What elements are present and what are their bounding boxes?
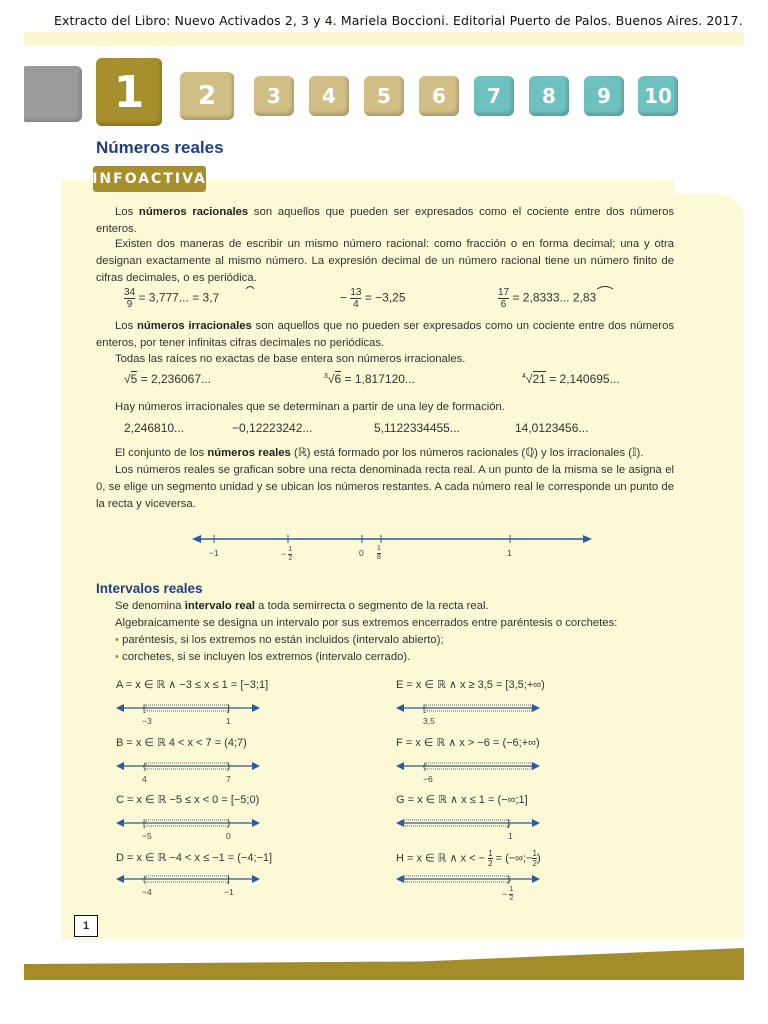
tab-chapter-3[interactable]: 3 xyxy=(254,76,294,116)
interval-C-label-right: 0 xyxy=(226,831,231,841)
interval-G-equation: G = x ∈ ℝ ∧ x ≤ 1 = (−∞;1] xyxy=(396,794,528,806)
tab-chapter-7[interactable]: 7 xyxy=(474,76,514,116)
previous-tab-edge[interactable] xyxy=(24,66,82,122)
top-strip xyxy=(24,32,744,46)
root-example-2: $^3$√6 = 1,817120... xyxy=(324,372,415,386)
interval-G-line xyxy=(396,817,540,831)
svg-text:): ) xyxy=(227,818,230,828)
realline-label-zero: 0 xyxy=(359,548,364,558)
realline-label-minus-half: − $\frac{1}{2}$ xyxy=(281,546,293,562)
root-example-1: √5 = 2,236067... xyxy=(124,372,212,386)
real-number-line xyxy=(192,532,592,552)
interval-A-label-right: 1 xyxy=(226,716,231,726)
interval-E-equation: E = x ∈ ℝ ∧ x ≥ 3,5 = [3,5;+∞) xyxy=(396,679,545,691)
svg-text:): ) xyxy=(227,761,230,771)
paragraph-intervalo-def: Se denomina intervalo real a toda semirrecta o segmento de la recta real. xyxy=(115,600,489,612)
tab-chapter-5[interactable]: 5 xyxy=(364,76,404,116)
interval-H-label: − $\frac{1}{2}$ xyxy=(502,886,514,902)
fraction-example-2: − $\frac{13}{4}$ = −3,25 xyxy=(340,287,406,310)
sequence-3: 5,1122334455... xyxy=(374,421,460,435)
svg-text:]: ] xyxy=(507,818,510,828)
book-caption: Extracto del Libro: Nuevo Activados 2, 3 y 4. Mariela Boccioni. Editorial Puerto de Palos. Buenos Aires. 2017. xyxy=(54,13,743,28)
paragraph-racionales: Los números racionales son aquellos que pueden ser expresados como el cociente entre dos números enteros. xyxy=(96,206,674,235)
svg-text:(: ( xyxy=(143,874,146,884)
tab-chapter-1[interactable]: 1 xyxy=(96,58,162,126)
interval-D-equation: D = x ∈ ℝ −4 < x ≤ −1 = (−4;−1] xyxy=(116,852,273,864)
intervals-heading: Intervalos reales xyxy=(96,581,203,596)
interval-A-line xyxy=(116,702,260,716)
interval-F-equation: F = x ∈ ℝ ∧ x > −6 = (−6;+∞) xyxy=(396,737,540,749)
paragraph-formas: Existen dos maneras de escribir un mismo número racional: como fracción o en forma decimal; una y otra designan exactamente al mismo número. La expresión decimal de un número racional tiene un número finito de cifras decimales, o es periódica. xyxy=(96,238,674,284)
interval-C-equation: C = x ∈ ℝ −5 ≤ x < 0 = [−5;0) xyxy=(116,794,260,806)
interval-F-label: −6 xyxy=(423,774,433,784)
tab-chapter-8[interactable]: 8 xyxy=(529,76,569,116)
svg-text:): ) xyxy=(507,874,510,884)
sequence-1: 2,246810... xyxy=(124,421,185,435)
tab-chapter-4[interactable]: 4 xyxy=(309,76,349,116)
sequence-4: 14,0123456... xyxy=(515,421,589,435)
bullet-parentesis: • paréntesis, si los extremos no están incluidos (intervalo abierto); xyxy=(115,634,444,646)
interval-G-label: 1 xyxy=(508,831,513,841)
interval-B-label-left: 4 xyxy=(142,774,147,784)
interval-B-label-right: 7 xyxy=(226,774,231,784)
paragraph-irracionales: Los números irracionales son aquellos que no pueden ser expresados como un cociente entre dos números enteros, por tener infinitas cifras decimales no periódicas. xyxy=(96,320,674,349)
interval-A-equation: A = x ∈ ℝ ∧ −3 ≤ x ≤ 1 = [−3;1] xyxy=(116,679,269,691)
root-example-3: $^4$√21 = 2,140695... xyxy=(522,372,620,386)
tab-chapter-10[interactable]: 10 xyxy=(638,76,678,116)
interval-D-label-left: −4 xyxy=(142,887,152,897)
interval-E-line xyxy=(396,702,540,716)
page-number: 1 xyxy=(74,915,98,937)
paragraph-raices: Todas las raíces no exactas de base entera son números irracionales. xyxy=(115,353,466,365)
interval-D-line xyxy=(116,873,260,887)
interval-D-label-right: −1 xyxy=(224,887,234,897)
svg-text:(: ( xyxy=(423,761,426,771)
paragraph-algebraicamente: Algebraicamente se designa un intervalo por sus extremos encerrados entre paréntesis o corchetes: xyxy=(115,617,618,629)
tab-chapter-2[interactable]: 2 xyxy=(180,72,234,120)
sequence-2: −0,12223242... xyxy=(232,421,313,435)
paragraph-recta-real: Los números reales se grafican sobre una recta denominada recta real. A un punto de la misma se le asigna el 0, se elige un segmento unidad y se ubican los números restantes. A cada número real le corresponde un punto de la recta y viceversa. xyxy=(96,464,674,510)
infoactiva-badge: INFOACTIVA xyxy=(93,166,206,192)
tab-chapter-6[interactable]: 6 xyxy=(419,76,459,116)
interval-B-equation: B = x ∈ ℝ 4 < x < 7 = (4;7) xyxy=(116,737,247,749)
tab-chapter-9[interactable]: 9 xyxy=(584,76,624,116)
realline-label-minus1: −1 xyxy=(209,548,219,558)
svg-text:[: [ xyxy=(143,818,146,828)
paragraph-ley-formacion: Hay números irracionales que se determinan a partir de una ley de formación. xyxy=(115,401,505,413)
interval-H-equation: H = x ∈ ℝ ∧ x < − $\frac{1}{2}$ = (−∞;− $\frac{1}{2}$ ) xyxy=(396,849,541,868)
interval-F-line xyxy=(396,760,540,774)
interval-A-label-left: −3 xyxy=(142,716,152,726)
svg-text:]: ] xyxy=(227,703,230,713)
interval-C-label-left: −5 xyxy=(142,831,152,841)
fraction-example-1: $\frac{34}{9}$ = 3,777... = 3,7 xyxy=(124,287,219,310)
bottom-band xyxy=(24,948,744,980)
realline-label-one: 1 xyxy=(507,548,512,558)
interval-B-line xyxy=(116,760,260,774)
page-title: Números reales xyxy=(96,138,224,157)
interval-E-label: 3,5 xyxy=(423,716,435,726)
interval-H-line xyxy=(396,873,540,887)
svg-text:]: ] xyxy=(227,874,230,884)
realline-label-one-eighth: $\frac{1}{8}$ xyxy=(377,545,381,561)
paragraph-conjunto: El conjunto de los números reales (ℝ) está formado por los números racionales (ℚ) y los irracionales (𝕀). xyxy=(115,447,644,459)
bullet-corchetes: • corchetes, si se incluyen los extremos (intervalo cerrado). xyxy=(115,651,411,663)
svg-text:[: [ xyxy=(423,703,426,713)
interval-C-line xyxy=(116,817,260,831)
svg-text:(: ( xyxy=(143,761,146,771)
svg-text:[: [ xyxy=(143,703,146,713)
fraction-example-3: $\frac{17}{6}$ = 2,8333... 2,83 xyxy=(498,287,596,310)
